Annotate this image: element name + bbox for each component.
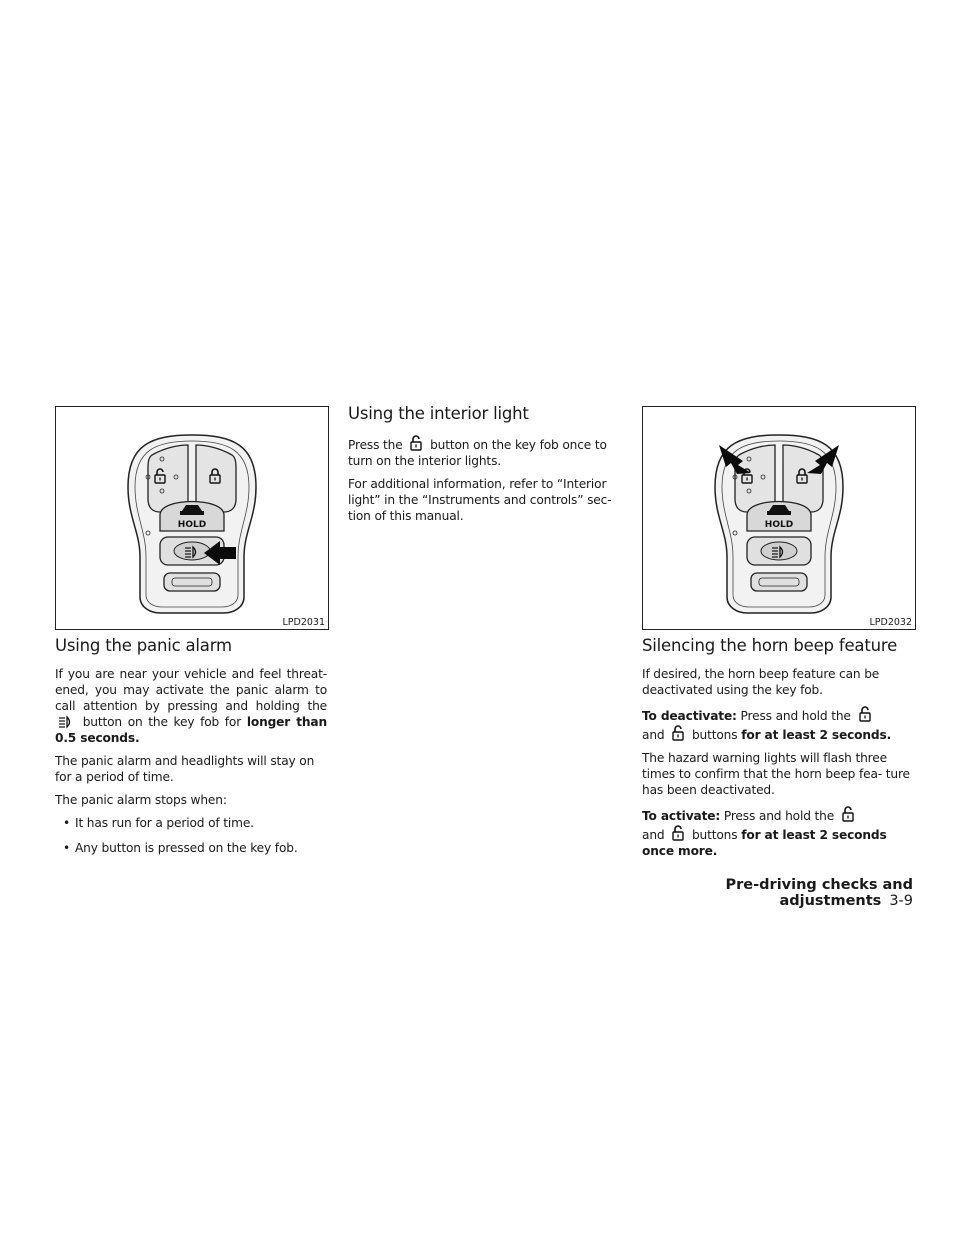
unlock-icon <box>858 705 872 723</box>
horn-paragraph-1: If desired, the horn beep feature can be deactivated using the key fob. <box>642 667 880 697</box>
figure-id: LPD2031 <box>282 617 325 628</box>
unlock-icon <box>409 434 423 452</box>
key-fob-illustration <box>643 407 915 629</box>
list-item: • Any button is pressed on the key fob. <box>55 840 327 856</box>
panic-stop-list <box>55 815 327 856</box>
figure-key-fob-horn <box>642 406 916 630</box>
horn-section <box>642 636 914 866</box>
unlock-icon <box>671 824 685 842</box>
figure-key-fob-panic <box>55 406 329 630</box>
section-title: Pre-driving checks and adjustments <box>725 877 913 909</box>
page-footer <box>640 877 913 909</box>
interior-paragraph-2: For additional information, refer to “Interior light” in the “Instruments and controls” sec- tion of this manual. <box>348 477 612 523</box>
panic-title: Using the panic alarm <box>55 636 232 655</box>
figure-id: LPD2032 <box>869 617 912 628</box>
hold-label: HOLD <box>177 520 207 530</box>
panic-paragraph-1: If you are near your vehicle and feel threat- ened, you may activate the panic alarm to call attention by pressing and holding the button on the key fob for longer than 0.5 seconds. <box>55 667 328 745</box>
unlock-icon <box>841 805 855 823</box>
panic-paragraph-3: The panic alarm stops when: <box>55 793 227 807</box>
panic-section <box>55 636 327 865</box>
horn-paragraph-3: The hazard warning lights will flash three times to confirm that the horn beep fea- ture has been deactivated. <box>642 751 910 797</box>
hold-label: HOLD <box>764 520 794 530</box>
panic-icon <box>58 715 74 729</box>
page-number: 3-9 <box>889 893 913 909</box>
horn-deactivate: To deactivate: Press and hold the and buttons for at least 2 seconds. <box>642 705 914 743</box>
unlock-icon <box>671 724 685 742</box>
key-fob-illustration <box>56 407 328 629</box>
horn-title: Silencing the horn beep feature <box>642 636 898 655</box>
interior-paragraph-1: Press the button on the key fob once to turn on the interior lights. <box>348 434 620 469</box>
panic-paragraph-2: The panic alarm and headlights will stay on for a period of time. <box>55 754 315 784</box>
interior-section <box>348 404 620 531</box>
interior-title: Using the interior light <box>348 404 529 423</box>
horn-activate: To activate: Press and hold the and buttons for at least 2 seconds once more. <box>642 805 914 859</box>
list-item: • It has run for a period of time. <box>55 815 327 831</box>
